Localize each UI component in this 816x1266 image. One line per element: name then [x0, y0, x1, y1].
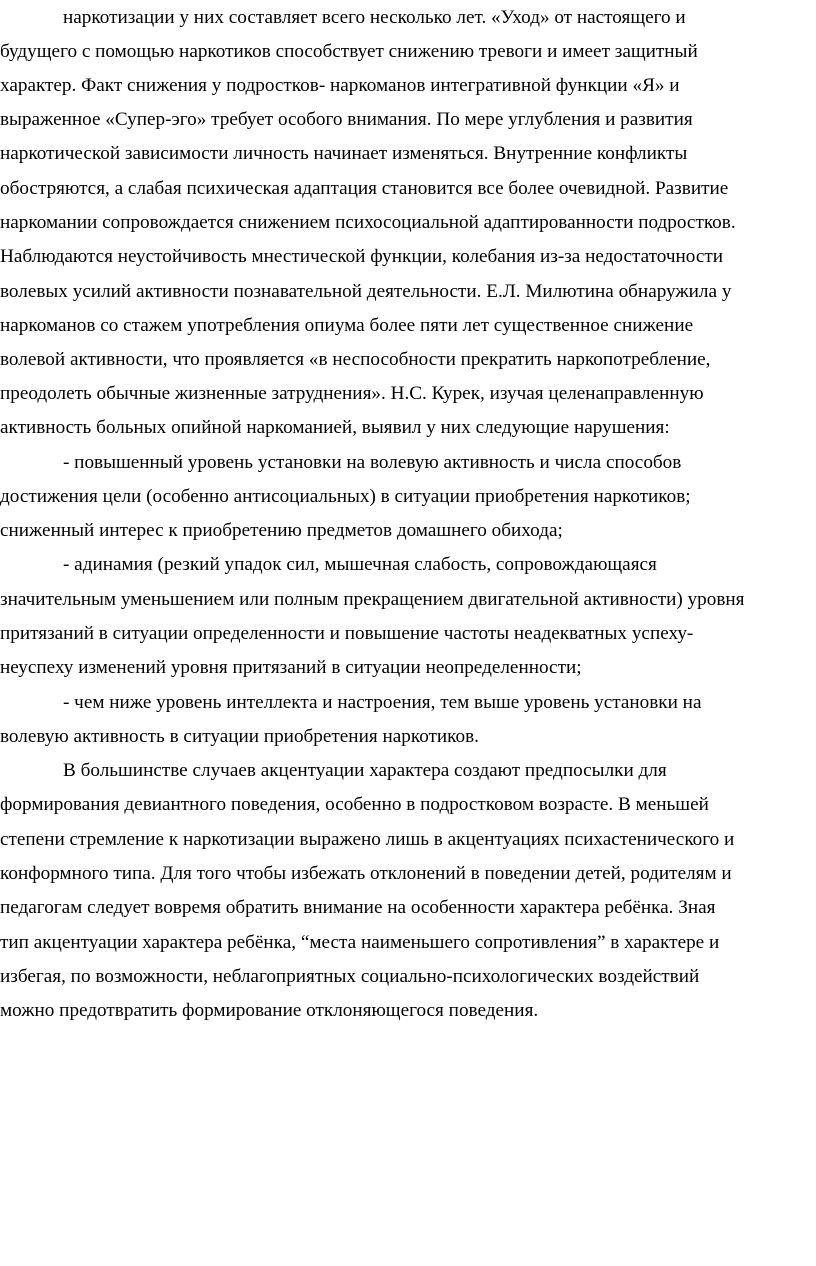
text-line: наркоманов со стажем употребления опиума более пяти лет существенное снижение: [0, 315, 694, 336]
text-line: наркотизации у них составляет всего несколько лет. «Уход» от настоящего и: [63, 7, 686, 28]
text-line: В большинстве случаев акцентуации характера создают предпосылки для: [63, 760, 667, 781]
text-line: характер. Факт снижения у подростков- наркоманов интегративной функции «Я» и: [0, 75, 680, 96]
text-line: значительным уменьшением или полным прекращением двигательной активности) уровня: [0, 589, 745, 610]
text-line: наркотической зависимости личность начинает изменяться. Внутренние конфликты: [0, 143, 688, 164]
text-line: избегая, по возможности, неблагоприятных социально-психологических воздействий: [0, 966, 700, 987]
text-line: можно предотвратить формирование отклоняющегося поведения.: [0, 1000, 539, 1021]
text-line: степени стремление к наркотизации выражено лишь в акцентуациях психастенического и: [0, 829, 735, 850]
text-line: преодолеть обычные жизненные затруднения». Н.С. Курек, изучая целенаправленную: [0, 383, 704, 404]
text-line: выраженное «Супер-эго» требует особого внимания. По мере углубления и развития: [0, 109, 693, 130]
text-line: активность больных опийной наркоманией, выявил у них следующие нарушения:: [0, 417, 670, 438]
text-line: - адинамия (резкий упадок сил, мышечная слабость, сопровождающаяся: [63, 554, 657, 575]
text-line: тип акцентуации характера ребёнка, “места наименьшего сопротивления” в характере и: [0, 932, 720, 953]
text-line: конформного типа. Для того чтобы избежать отклонений в поведении детей, родителям и: [0, 863, 732, 884]
text-line: педагогам следует вовремя обратить внимание на особенности характера ребёнка. Зная: [0, 897, 716, 918]
text-line: волевую активность в ситуации приобретения наркотиков.: [0, 726, 479, 747]
text-line: притязаний в ситуации определенности и повышение частоты неадекватных успеху-: [0, 623, 694, 644]
text-line: достижения цели (особенно антисоциальных) в ситуации приобретения наркотиков;: [0, 486, 691, 507]
text-line: Наблюдаются неустойчивость мнестической функции, колебания из-за недостаточности: [0, 246, 724, 267]
text-line: формирования девиантного поведения, особенно в подростковом возрасте. В меньшей: [0, 794, 709, 815]
text-line: неуспеху изменений уровня притязаний в ситуации неопределенности;: [0, 657, 582, 678]
text-line: обостряются, а слабая психическая адаптация становится все более очевидной. Развитие: [0, 178, 729, 199]
text-line: наркомании сопровождается снижением психосоциальной адаптированности подростков.: [0, 212, 736, 233]
text-line: - чем ниже уровень интеллекта и настроения, тем выше уровень установки на: [63, 692, 702, 713]
text-line: - повышенный уровень установки на волевую активность и числа способов: [63, 452, 682, 473]
text-line: будущего с помощью наркотиков способствует снижению тревоги и имеет защитный: [0, 41, 698, 62]
text-line: волевой активности, что проявляется «в неспособности прекратить наркопотребление,: [0, 349, 711, 370]
text-line: сниженный интерес к приобретению предметов домашнего обихода;: [0, 520, 563, 541]
text-line: волевых усилий активности познавательной деятельности. Е.Л. Милютина обнаружила у: [0, 281, 732, 302]
